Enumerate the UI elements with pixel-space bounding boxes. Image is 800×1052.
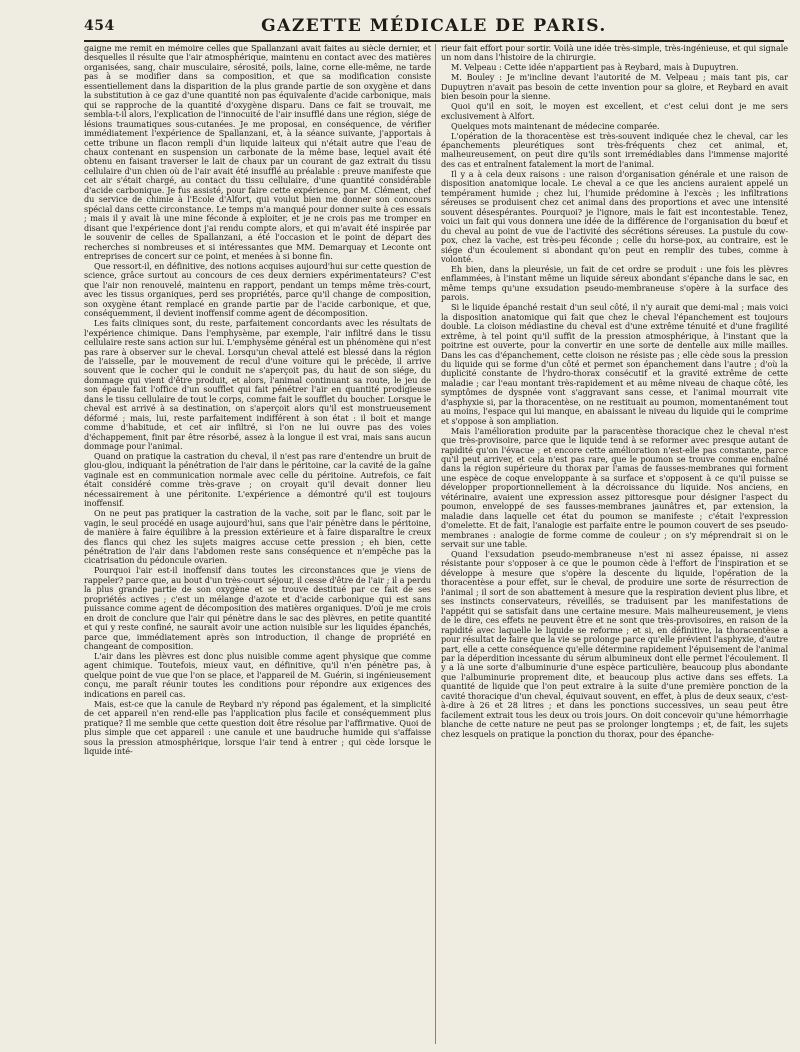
paragraph: On ne peut pas pratiquer la castration de la vache, soit par le flanc, soit par le vagin, le seul procédé en usage aujourd'hui, sans que l'air pénètre dans le péritoine, de manière à faire équilibre à la pression extérieure et à faire disparaître le creux des flancs qui chez les sujets maigres accuse cette pression ; eh bien, cette pénétration de l'air dans l'abdomen reste sans conséquence et n'empêche pas la cicatrisation du pédoncule ovarien. [84,508,431,566]
paragraph: Quoi qu'il en soit, le moyen est excellent, et c'est celui dont je me sers exclusivement à Alfort. [441,101,788,121]
speaker-paragraph: M. Velpeau : Cette idée n'appartient pas à Reybard, mais à Dupuytren. [451,62,739,73]
header-rule [84,40,784,42]
paragraph: Il y a à cela deux raisons : une raison d'organisation générale et une raison de disposition anatomique locale. Le cheval a ce que les anciens auraient appelé un tempérament humide ; chez lui, l'humide prédomine à l'excès ; les infiltrations séreuses se produisent chez cet animal dans des proportions et avec une intensité souvent désespérantes. Pourquoi? je l'ignore, mais le fait est incontestable. Tenez, voici un fait qui vous donnera une idée de la différence de l'organisation du bœuf et du cheval au point de vue de l'activité des sécrétions séreuses. La pustule du cow-pox, chez la vache, est très-peu féconde ; celle du horse-pox, au contraire, est le siége d'un écoulement si abondant qu'on peut en remplir des tubes, comme à volonté. [441,168,788,264]
paragraph: Quand on pratique la castration du cheval, il n'est pas rare d'entendre un bruit de glou-glou, indiquant la pénétration de l'air dans le péritoine, car la cavité de la gaîne vaginale est en communication normale avec celle du péritoine. Autrefois, ce fait était considéré comme très-grave ; on croyait qu'il devait donner lieu nécessairement à une péritonite. L'expérience a démontré qu'il est toujours inoffensif. [84,450,431,509]
paragraph: Que ressort-il, en définitive, des notions acquises aujourd'hui sur cette question de science, grâce surtout au concours de ces deux derniers expérimentateurs? C'est que l'air non renouvelé, maintenu en rapport, pendant un temps même très-court, avec les tissus organiques, perd ses propriétés, parce qu'il change de composition, son oxygène étant remplacé en grande partie par de l'acide carbonique, et que, conséquemment, il devient inoffensif comme agent de décomposition. [84,260,431,319]
right-column [441,44,788,1044]
page-header [84,14,784,40]
paragraph: Mais, est-ce que la canule de Reybard n'y répond pas également, et la simplicité de cet appareil n'en rend-elle pas l'application plus facile et conséquemment plus pratique? Il me semble que cette question doit être résolue par l'affirmative. Quoi de plus simple que cet appareil : une canule et une baudruche humide qui s'affaisse sous la pression atmosphérique, lorsque l'air tend à entrer ; qui cède lorsque le liquide inté- [84,698,431,757]
page-number: 454 [84,18,115,34]
paragraph: rieur fait effort pour sortir. Voilà une idée très-simple, très-ingénieuse, et qui signale un nom dans l'histoire de la chirurgie. [441,44,788,63]
paragraph: Si le liquide épanché restait d'un seul côté, il n'y aurait que demi-mal ; mais voici la disposition anatomique qui fait que chez le cheval l'épanchement est toujours double. La cloison médiastine du cheval est d'une extrême ténuité et d'une fragilité extrême, à tel point qu'il suffit de la pression atmosphérique, à l'instant que la poitrine est ouverte, pour la convertir en une sorte de dentelle aux mille mailles. Dans les cas d'épanchement, cette cloison ne résiste pas ; elle cède sous la pression du liquide qui se forme d'un côté et permet son épanchement dans l'autre ; d'où la duplicité constante de l'hydro-thorax consécutif et la gravité extrême de cette maladie ; car l'eau montant très-rapidement et au même niveau de chaque côté, les symptômes de dyspnée vont s'aggravant sans cesse, et l'animal mourrait vite d'asphyxie si, par la thoracentèse, on ne restituait au poumon, momentanément tout au moins, l'espace qui lui manque, en abaissant le niveau du liquide qui le comprime et s'oppose à son ampliation. [441,302,788,426]
paragraph: Mais l'amélioration produite par la paracentèse thoracique chez le cheval n'est que très-provisoire, parce que le liquide tend à se reformer avec presque autant de rapidité qu'on l'évacue ; et encore cette amélioration n'est-elle pas constante, parce qu'il peut arriver, et cela n'est pas rare, que le poumon se trouve comme enchaîné dans la région supérieure du thorax par l'amas de fausses-membranes qui forment une espèce de coque enveloppante à sa surface et s'opposent à ce qu'il puisse se développer proportionnellement à la décroissance du liquide. Nos anciens, en vétérinaire, avaient une expression assez pittoresque pour désigner l'aspect du poumon, enveloppé de ses fausses-membranes jaunâtres et, par extension, la maladie dans laquelle cet état du poumon se manifeste ; c'était l'expression d'omelette. Et de fait, l'analogie est parfaite entre le poumon couvert de ses pseudo-membranes : analogie de forme comme de couleur ; on s'y méprendrait si on le servait sur une table. [441,425,788,550]
journal-title: GAZETTE MÉDICALE DE PARIS. [261,16,607,36]
paragraph: Quelques mots maintenant de médecine comparée. [451,120,660,131]
paragraph: L'air dans les plèvres est donc plus nuisible comme agent physique que comme agent chimique. Toutefois, mieux vaut, en définitive, qu'il n'en pénètre pas, à quelque point de vue que l'on se place, et l'appareil de M. Guérin, si ingénieusement conçu, me paraît réunir toutes les conditions pour répondre aux exigences des indications en pareil cas. [84,651,431,699]
left-column [84,44,431,1044]
paragraph: Eh bien, dans la pleurésie, un fait de cet ordre se produit : une fois les plèvres enflammées, à l'instant même un liquide séreux abondant s'épanche dans le sac, en même temps qu'une exsudation pseudo-membraneuse s'opère à la surface des parois. [441,263,788,303]
paragraph: Quand l'exsudation pseudo-membraneuse n'est ni assez épaisse, ni assez résistante pour s'opposer à ce que le poumon cède à l'effort de l'inspiration et se développe à mesure que s'opère la descente du liquide, l'opération de la thoracentèse a pour effet, sur le cheval, de produire une sorte de résurrection de l'animal ; il sort de son abattement à mesure que la respiration devient plus libre, et ses instincts conservateurs, réveillés, se traduisent par les manifestations de l'appétit qui se satisfait dans une certaine mesure. Mais malheureusement, je viens de le dire, ces effets ne peuvent être et ne sont que très-provisoires, en raison de la rapidité avec laquelle le liquide se reforme ; et si, en définitive, la thoracentèse a pour résultat de faire que la vie se prolonge parce qu'elle prévient l'asphyxie, d'autre part, elle a cette conséquence qu'elle détermine rapidement l'épuisement de l'animal par la déperdition incessante du sérum albumineux dont elle permet l'écoulement. Il y a là une sorte d'albuminurie d'une espèce particulière, beaucoup plus abondante que l'albuminurie proprement dite, et beaucoup plus active dans ses effets. La quantité de liquide que l'on peut extraire à la suite d'une première ponction de la cavité thoracique d'un cheval, équivaut souvent, en effet, à plus de deux seaux, c'est-à-dire à 26 et 28 litres ; et dans les ponctions successives, un seau peut être facilement extrait tous les deux ou trois jours. On doit concevoir qu'une hémorrhagie blanche de cette nature ne peut pas se prolonger longtemps ; et, de fait, les sujets chez lesquels on pratique la ponction du thorax, pour des épanche- [441,549,788,739]
paragraph: Pourquoi l'air est-il inoffensif dans toutes les circonstances que je viens de rappeler? parce que, au bout d'un très-court séjour, il cesse d'être de l'air ; il a perdu la plus grande partie de son oxygène et se trouve destitué par ce fait de ses propriétés actives ; c'est un mélange d'azote et d'acide carbonique qui est sans puissance comme agent de décomposition des matières organiques. D'où je me crois en droit de conclure que l'air qui pénètre dans le sac des plèvres, en petite quantité et qui y reste confiné, ne saurait avoir une action nuisible sur les liquides épanchés, parce que, immédiatement après son introduction, il change de propriété en changeant de composition. [84,565,431,652]
paragraph: gaigne me remit en mémoire celles que Spallanzani avait faites au siècle dernier, et desquelles il résulte que l'air atmosphérique, maintenu en contact avec des matières organisées, sang, chair musculaire, sérosité, poils, laine, corne elle-même, ne tarde pas à se modifier dans sa composition, et que sa modification consiste essentiellement dans la disparition de la plus grande partie de son oxygène et dans la substitution à ce gaz d'une quantité non pas équivalente d'acide carbonique, mais qui se rapproche de la quantité d'oxygène disparu. Dans ce fait se trouvait, me sembla-t-il alors, l'explication de l'innocuité de l'air insufflé dans une région, siége de lésions traumatiques sous-cutanées. Je me proposai, en conséquence, de vérifier immédiatement l'expérience de Spallanzani, et, à la séance suivante, j'apportais à cette tribune un flacon rempli d'un liquide laiteux qui n'était autre que l'eau de chaux contenant en suspension un carbonate de la même base, lequel avait été obtenu en faisant traverser le lait de chaux par un courant de gaz extrait du tissu cellulaire d'un chien où de l'air avait été insufflé au préalable : preuve manifeste que cet air s'était chargé, au contact du tissu cellulaire, d'une quantité considérable d'acide carbonique. Je fus assisté, pour faire cette expérience, par M. Clément, chef du service de chimie à l'Ecole d'Alfort, qui voulut bien me donner son concours spécial dans cette circonstance. Le temps m'a manqué pour donner suite à ces essais ; mais il y avait là une mine féconde à exploiter, et je ne crois pas me tromper en disant que l'expérience dont j'ai rendu compte alors, et qui m'avait été inspirée par le souvenir de celles de Spallanzani, a été l'occasion et le point de départ des recherches si nombreuses et si intéressantes que MM. Demarquay et Leconte ont entreprises de concert sur ce point, et menées à si bonne fin. [84,44,431,261]
speaker-paragraph: M. Bouley : Je m'incline devant l'autorité de M. Velpeau ; mais tant pis, car Dupuytren n'avait pas besoin de cette invention pour sa gloire, et Reybard en avait bien besoin pour la sienne. [441,72,788,102]
paragraph: Les faits cliniques sont, du reste, parfaitement concordants avec les résultats de l'expérience chimique. Dans l'emphysème, par exemple, l'air infiltré dans le tissu cellulaire reste sans action sur lui. L'emphysème général est un phénomène qui n'est pas rare à observer sur le cheval. Lorsqu'un cheval attelé est blessé dans la région de l'aisselle, par le mouvement de recul d'une voiture qui le précède, il arrive souvent que le cocher qui le conduit ne s'aperçoit pas, du haut de son siége, du dommage qui vient d'être produit, et alors, l'animal continuant sa route, le jeu de son épaule fait l'office d'un soufflet qui fait pénétrer l'air en quantité prodigieuse dans le tissu cellulaire de tout le corps, comme fait le soufflet du boucher. Lorsque le cheval est arrivé à sa destination, on s'aperçoit alors qu'il est monstrueusement déformé ; mais, lui, reste parfaitement indifférent à son état : il boit et mange comme d'habitude, et cet air infiltré, si l'on ne lui ouvre pas des voies d'échappement, finit par être résorbé, assez à la longue il est vrai, mais sans aucun dommage pour l'animal. [84,318,431,452]
column-divider [435,44,436,1044]
paragraph: L'opération de la thoracentèse est très-souvent indiquée chez le cheval, car les épanchements pleurétiques sont très-fréquents chez cet animal, et, malheureusement, on peut dire qu'ils sont irremédiables dans l'immense majorité des cas et entraînent fatalement la mort de l'animal. [441,130,788,169]
